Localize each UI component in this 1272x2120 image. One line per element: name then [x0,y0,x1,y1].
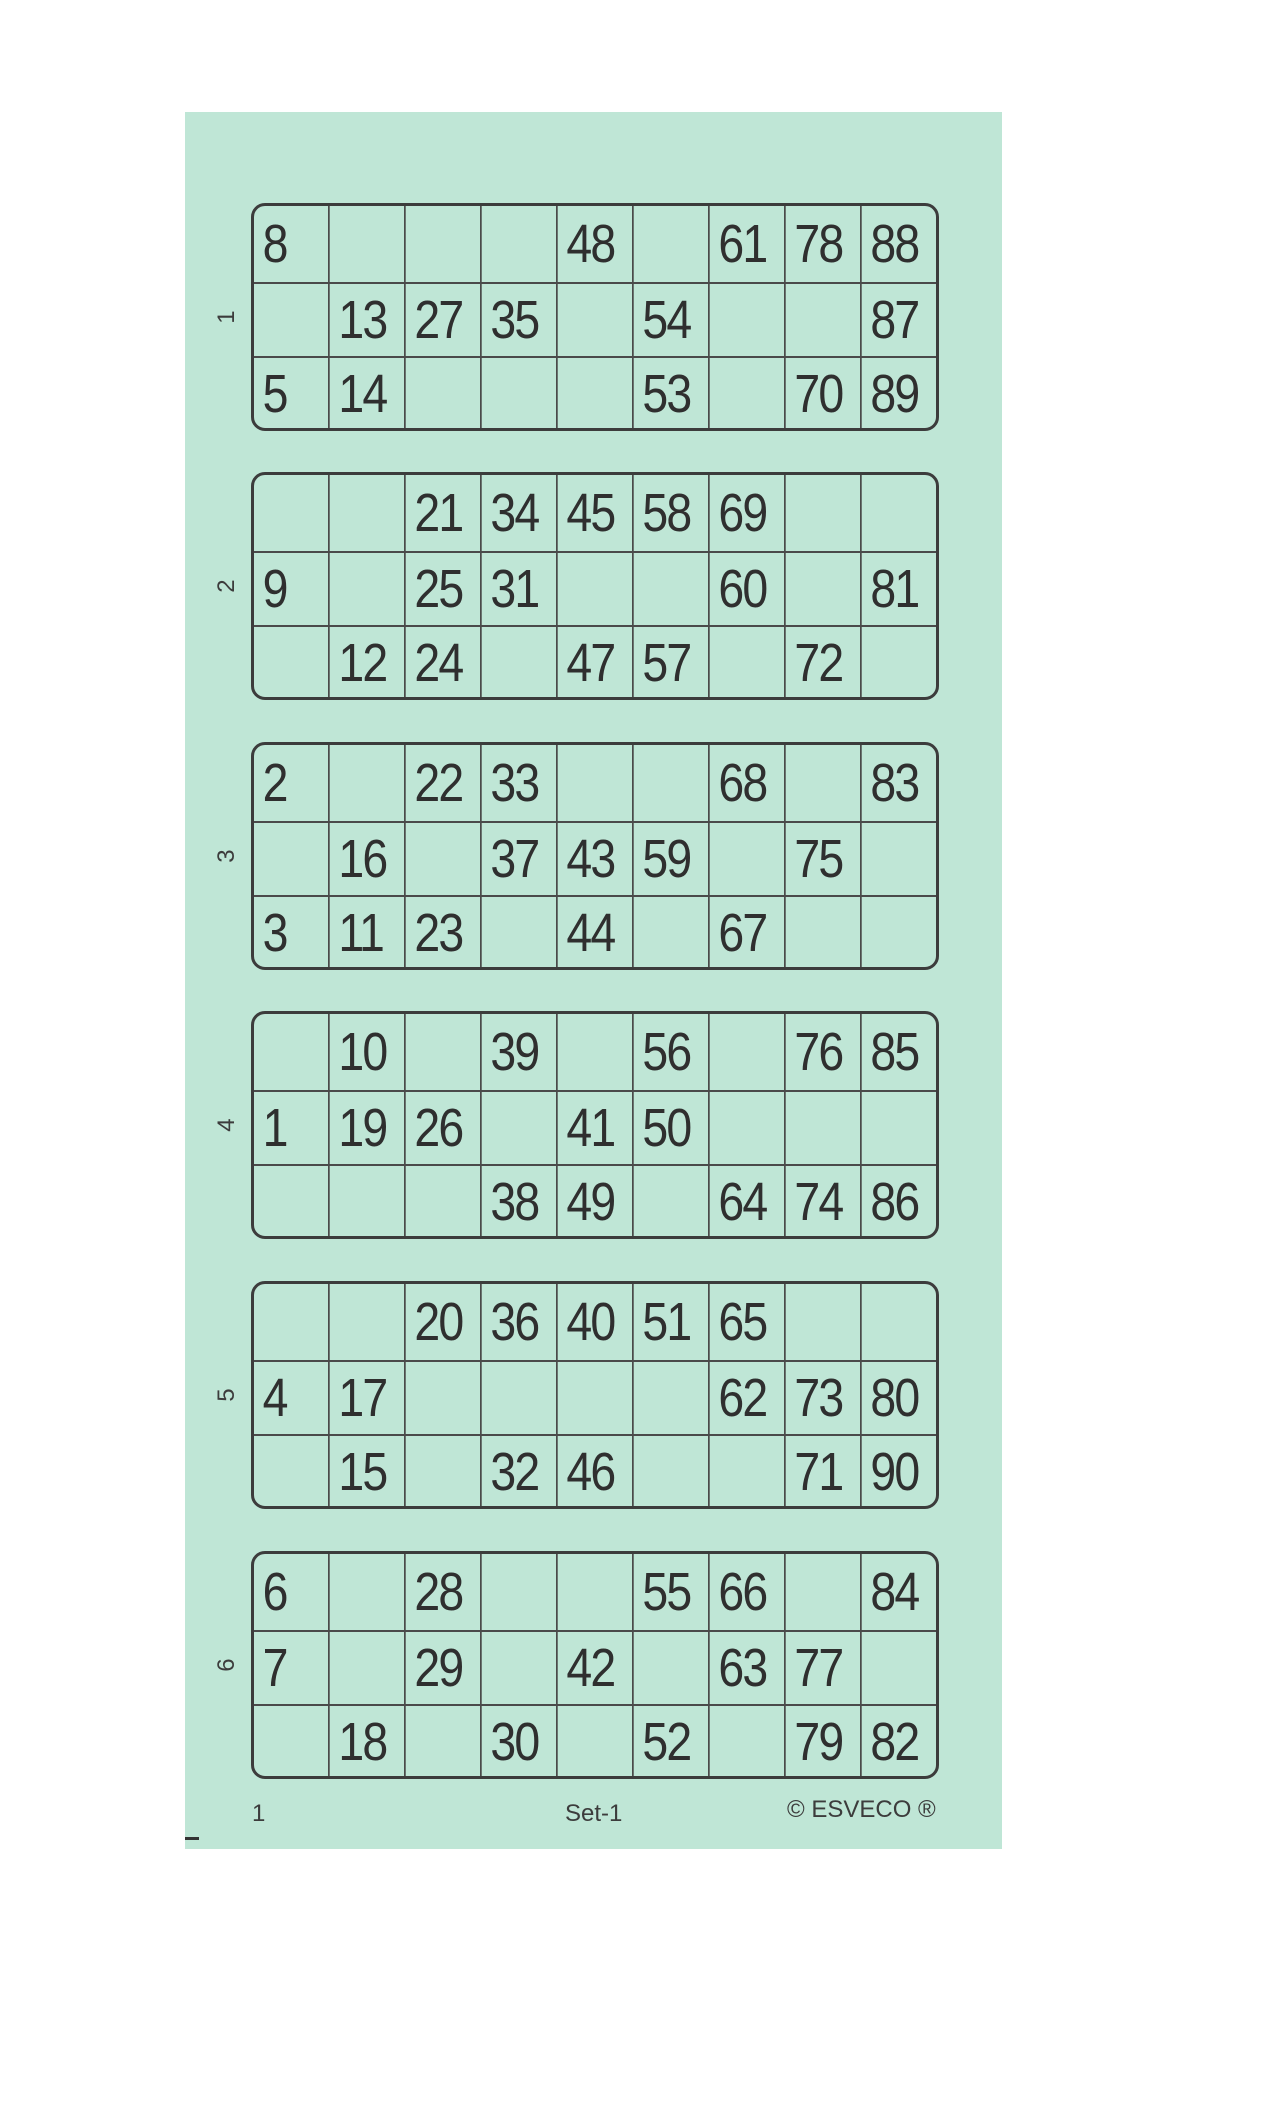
ticket-cell: 90 [860,1436,925,1508]
ticket-cell: 82 [860,1706,925,1778]
ticket-cell [708,1014,773,1090]
ticket-cell [708,1436,773,1508]
ticket-cell [480,1632,545,1704]
ticket-row [254,895,936,969]
ticket-number-label: 6 [213,1658,240,1672]
ticket-cell [708,358,773,430]
ticket-cell [860,823,925,895]
ticket-row [254,1434,936,1508]
ticket-cell: 81 [860,553,925,625]
ticket-row [254,206,936,282]
ticket-cell: 52 [632,1706,697,1778]
ticket-cell: 54 [632,284,697,356]
ticket-cell: 47 [556,627,621,699]
ticket-cell [708,823,773,895]
ticket-cell: 78 [784,206,849,282]
ticket-cell [480,627,545,699]
ticket-cell: 39 [480,1014,545,1090]
ticket-cell [480,1362,545,1434]
ticket-cell: 72 [784,627,849,699]
ticket-cell: 41 [556,1092,621,1164]
ticket-cell: 85 [860,1014,925,1090]
ticket-number-label: 2 [213,579,240,593]
ticket-cell [556,553,621,625]
ticket-cell [556,745,621,821]
ticket-cell [784,897,849,969]
ticket-cell [328,206,393,282]
ticket-cell: 33 [480,745,545,821]
ticket-row [254,1090,936,1164]
bingo-ticket [251,1551,939,1779]
ticket-row [254,1284,936,1360]
copyright-notice: © ESVECO ® [787,1796,936,1823]
ticket-cell: 74 [784,1166,849,1238]
ticket-cell: 70 [784,358,849,430]
ticket-cell [404,823,469,895]
bingo-ticket [251,1281,939,1509]
ticket-cell [254,1436,318,1508]
ticket-cell: 26 [404,1092,469,1164]
ticket-cell [556,284,621,356]
ticket-cell [328,1166,393,1238]
ticket-cell [632,206,697,282]
ticket-cell: 21 [404,475,469,551]
ticket-cell: 5 [262,364,287,424]
ticket-cell [860,475,925,551]
ticket-cell [328,745,393,821]
ticket-cell: 25 [404,553,469,625]
ticket-cell: 3 [262,903,287,963]
ticket-cell: 66 [708,1554,773,1630]
ticket-cell [328,553,393,625]
ticket-cell: 4 [262,1368,287,1428]
ticket-row [254,356,936,430]
ticket-cell [784,745,849,821]
ticket-cell: 15 [328,1436,393,1508]
ticket-cell: 2 [262,753,287,813]
ticket-cell: 49 [556,1166,621,1238]
ticket-cell: 8 [262,214,287,274]
ticket-cell: 86 [860,1166,925,1238]
ticket-cell: 37 [480,823,545,895]
ticket-number-label: 4 [213,1118,240,1132]
ticket-cell: 6 [262,1562,287,1622]
ticket-cell: 16 [328,823,393,895]
ticket-cell: 20 [404,1284,469,1360]
ticket-cell: 42 [556,1632,621,1704]
ticket-cell: 22 [404,745,469,821]
ticket-cell: 17 [328,1362,393,1434]
ticket-cell [480,1092,545,1164]
ticket-cell: 11 [328,897,393,969]
ticket-cell: 24 [404,627,469,699]
ticket-cell: 65 [708,1284,773,1360]
ticket-cell: 34 [480,475,545,551]
ticket-cell: 73 [784,1362,849,1434]
ticket-cell [860,1092,925,1164]
ticket-cell [632,745,697,821]
ticket-cell [556,1014,621,1090]
ticket-cell [404,1014,469,1090]
ticket-cell [708,627,773,699]
ticket-cell [860,1284,925,1360]
ticket-cell [480,358,545,430]
ticket-cell [254,475,318,551]
ticket-cell [254,1014,318,1090]
ticket-cell [860,627,925,699]
ticket-cell: 31 [480,553,545,625]
ticket-cell: 12 [328,627,393,699]
ticket-cell [480,1554,545,1630]
ticket-cell: 29 [404,1632,469,1704]
ticket-cell: 51 [632,1284,697,1360]
ticket-cell [632,1632,697,1704]
ticket-cell: 57 [632,627,697,699]
ticket-cell: 14 [328,358,393,430]
ticket-cell [404,1436,469,1508]
ticket-row [254,282,936,356]
ticket-cell [328,1284,393,1360]
ticket-cell: 64 [708,1166,773,1238]
ticket-cell [708,1706,773,1778]
ticket-cell: 19 [328,1092,393,1164]
ticket-cell [860,1632,925,1704]
ticket-cell: 10 [328,1014,393,1090]
ticket-cell: 71 [784,1436,849,1508]
ticket-cell [556,358,621,430]
ticket-cell: 62 [708,1362,773,1434]
ticket-cell: 60 [708,553,773,625]
ticket-cell [328,1632,393,1704]
ticket-cell: 59 [632,823,697,895]
ticket-number-label: 1 [213,310,240,324]
ticket-cell [254,627,318,699]
ticket-row [254,551,936,625]
ticket-cell [328,475,393,551]
ticket-cell: 27 [404,284,469,356]
ticket-cell: 9 [262,559,287,619]
bingo-ticket [251,203,939,431]
ticket-row [254,625,936,699]
set-label: Set-1 [565,1800,623,1827]
ticket-cell [254,823,318,895]
ticket-cell [632,1166,697,1238]
ticket-cell: 80 [860,1362,925,1434]
ticket-cell: 76 [784,1014,849,1090]
ticket-row [254,1014,936,1090]
ticket-cell: 30 [480,1706,545,1778]
edge-mark [185,1837,199,1840]
ticket-row [254,1630,936,1704]
ticket-cell: 35 [480,284,545,356]
ticket-cell: 45 [556,475,621,551]
ticket-cell [784,1092,849,1164]
ticket-cell: 88 [860,206,925,282]
ticket-cell: 58 [632,475,697,551]
ticket-cell [254,1284,318,1360]
ticket-row [254,1704,936,1778]
bingo-ticket [251,742,939,970]
ticket-cell [632,553,697,625]
ticket-cell: 67 [708,897,773,969]
ticket-row [254,745,936,821]
ticket-cell: 28 [404,1554,469,1630]
ticket-cell [254,1706,318,1778]
ticket-cell [632,897,697,969]
ticket-cell [254,1166,318,1238]
ticket-cell [480,897,545,969]
ticket-cell: 40 [556,1284,621,1360]
ticket-cell [784,475,849,551]
ticket-cell [708,1092,773,1164]
ticket-cell: 44 [556,897,621,969]
ticket-cell: 55 [632,1554,697,1630]
ticket-cell: 48 [556,206,621,282]
ticket-row [254,1360,936,1434]
ticket-cell: 56 [632,1014,697,1090]
ticket-cell: 46 [556,1436,621,1508]
ticket-cell: 87 [860,284,925,356]
ticket-cell: 84 [860,1554,925,1630]
page-number: 1 [252,1800,266,1827]
ticket-number-label: 3 [213,849,240,863]
ticket-cell [784,553,849,625]
ticket-cell: 38 [480,1166,545,1238]
ticket-cell [860,897,925,969]
ticket-cell [632,1362,697,1434]
ticket-cell: 32 [480,1436,545,1508]
ticket-cell: 36 [480,1284,545,1360]
bingo-ticket [251,472,939,700]
ticket-cell [556,1554,621,1630]
ticket-cell [708,284,773,356]
ticket-cell [404,1362,469,1434]
ticket-cell: 61 [708,206,773,282]
ticket-row [254,1554,936,1630]
bingo-ticket [251,1011,939,1239]
ticket-cell [254,284,318,356]
ticket-cell: 13 [328,284,393,356]
ticket-cell [328,1554,393,1630]
ticket-row [254,475,936,551]
ticket-cell [556,1362,621,1434]
ticket-cell [404,1166,469,1238]
ticket-cell: 1 [262,1098,287,1158]
ticket-cell: 75 [784,823,849,895]
ticket-row [254,821,936,895]
ticket-cell [784,1554,849,1630]
ticket-cell: 18 [328,1706,393,1778]
ticket-cell [404,206,469,282]
ticket-cell: 79 [784,1706,849,1778]
ticket-cell [784,284,849,356]
ticket-cell: 77 [784,1632,849,1704]
ticket-cell: 7 [262,1638,287,1698]
ticket-number-label: 5 [213,1388,240,1402]
ticket-cell: 63 [708,1632,773,1704]
ticket-cell [556,1706,621,1778]
ticket-cell: 83 [860,745,925,821]
ticket-cell: 53 [632,358,697,430]
ticket-cell [480,206,545,282]
ticket-cell: 68 [708,745,773,821]
ticket-cell: 69 [708,475,773,551]
ticket-cell [404,1706,469,1778]
ticket-cell: 50 [632,1092,697,1164]
ticket-cell: 43 [556,823,621,895]
ticket-row [254,1164,936,1238]
ticket-cell [632,1436,697,1508]
ticket-cell: 23 [404,897,469,969]
ticket-cell [404,358,469,430]
ticket-cell [784,1284,849,1360]
ticket-cell: 89 [860,358,925,430]
